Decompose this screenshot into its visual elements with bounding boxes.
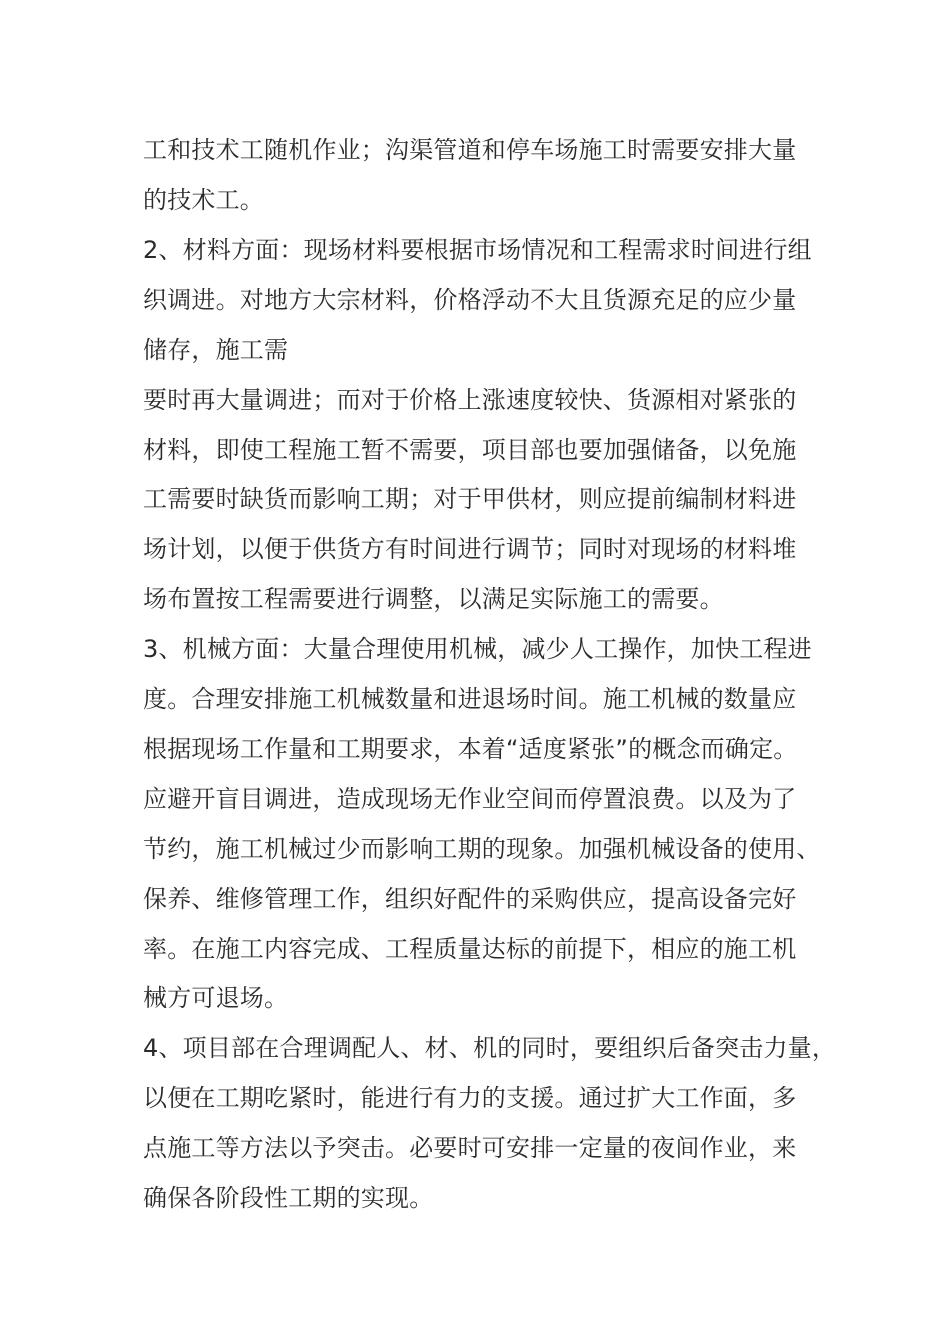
text-line: 工需要时缺货而影响工期；对于甲供材，则应提前编制材料进 — [143, 485, 797, 513]
text-line: 4、项目部在合理调配人、材、机的同时，要组织后备突击力量， — [143, 1034, 837, 1062]
text-line: 节约，施工机械过少而影响工期的现象。加强机械设备的使用、 — [143, 835, 821, 863]
text-line: 场布置按工程需要进行调整，以满足实际施工的需要。 — [143, 585, 724, 613]
text-line: 点施工等方法以予突击。必要时可安排一定量的夜间作业，来 — [143, 1134, 797, 1162]
text-line: 储存，施工需 — [143, 336, 289, 364]
text-line: 确保各阶段性工期的实现。 — [143, 1184, 434, 1212]
text-line: 2、材料方面：现场材料要根据市场情况和工程需求时间进行组 — [143, 236, 812, 264]
text-line: 率。在施工内容完成、工程质量达标的前提下，相应的施工机 — [143, 935, 797, 963]
text-line: 度。合理安排施工机械数量和进退场时间。施工机械的数量应 — [143, 685, 797, 713]
text-line: 应避开盲目调进，造成现场无作业空间而停置浪费。以及为了 — [143, 785, 797, 813]
text-line: 根据现场工作量和工期要求，本着“适度紧张”的概念而确定。 — [143, 735, 798, 763]
text-line: 织调进。对地方大宗材料，价格浮动不大且货源充足的应少量 — [143, 286, 797, 314]
text-line: 材料，即使工程施工暂不需要，项目部也要加强储备，以免施 — [143, 436, 797, 464]
text-line: 械方可退场。 — [143, 984, 289, 1012]
text-line: 工和技术工随机作业；沟渠管道和停车场施工时需要安排大量 — [143, 136, 797, 164]
text-line: 的技术工。 — [143, 186, 264, 214]
text-line: 以便在工期吃紧时，能进行有力的支援。通过扩大工作面，多 — [143, 1084, 797, 1112]
text-line: 场计划，以便于供货方有时间进行调节；同时对现场的材料堆 — [143, 535, 797, 563]
text-line: 3、机械方面：大量合理使用机械，减少人工操作，加快工程进 — [143, 635, 812, 663]
text-line: 要时再大量调进；而对于价格上涨速度较快、货源相对紧张的 — [143, 386, 797, 414]
text-line: 保养、维修管理工作，组织好配件的采购供应，提高设备完好 — [143, 885, 797, 913]
